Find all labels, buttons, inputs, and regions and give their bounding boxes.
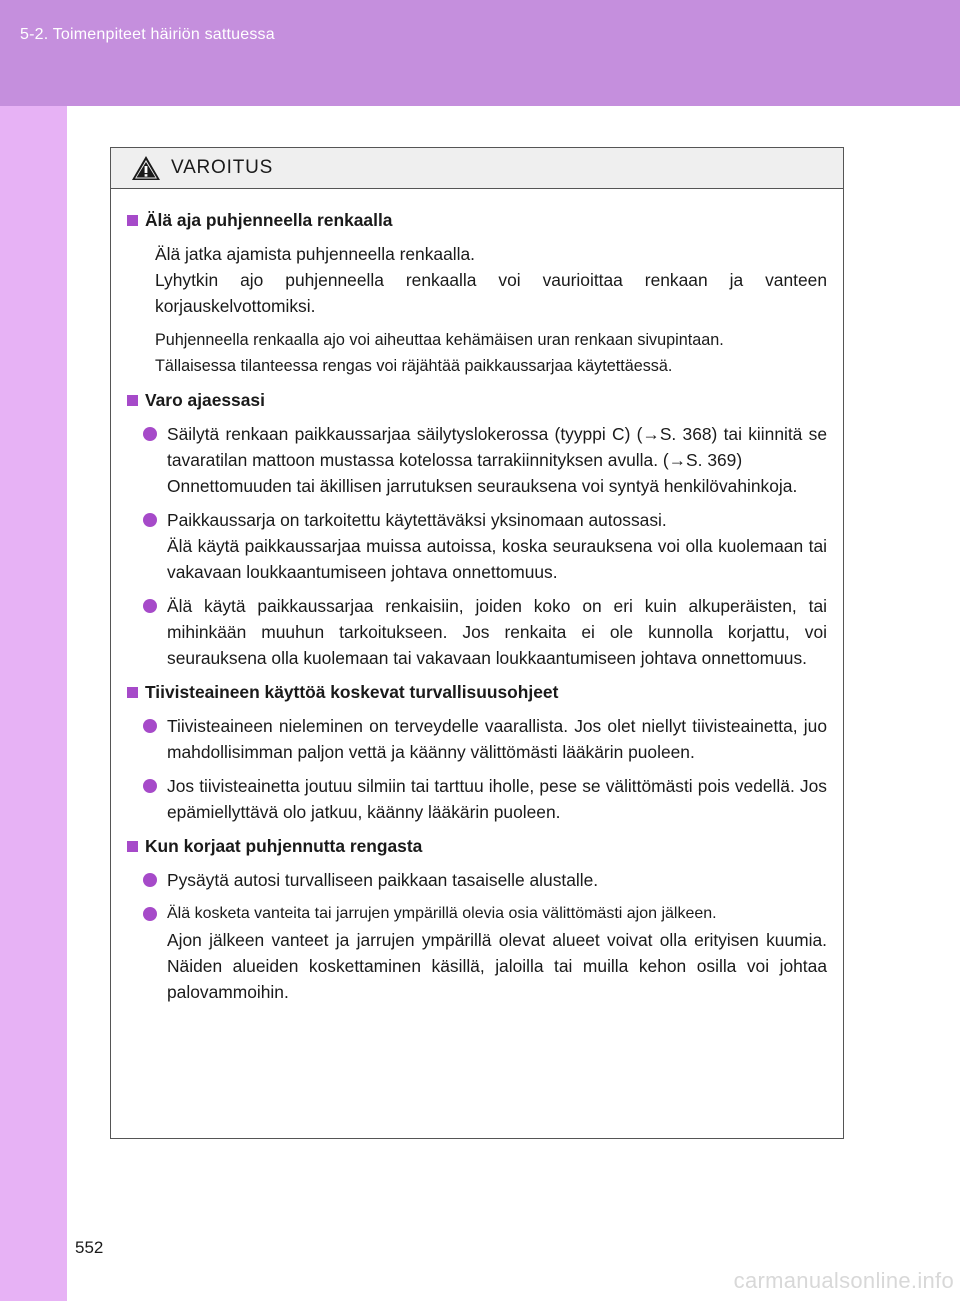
section-title-flat-tire: Älä aja puhjenneella renkaalla <box>127 207 827 233</box>
circle-bullet-icon <box>143 873 157 887</box>
watermark: carmanualsonline.info <box>733 1268 954 1293</box>
section-title-repairing-tire: Kun korjaat puhjennutta rengasta <box>127 833 827 859</box>
list-item: Tiivisteaineen nieleminen on terveydelle vaarallista. Jos olet niellyt tiivisteainetta, juo mahdollisimman paljon vettä ja käänny välittömästi lääkärin puoleen. <box>143 713 827 765</box>
list-item: Älä käytä paikkaussarjaa renkaisiin, joiden koko on eri kuin alkuperäisten, tai mihinkään muuhun tarkoitukseen. Jos renkaita ei ole kunnolla korjattu, voi seurauksena olla kuolemaan tai vakavaan loukkaantumiseen johtava onnettomuus. <box>143 593 827 671</box>
circle-bullet-icon <box>143 779 157 793</box>
list-item: Älä kosketa vanteita tai jarrujen ympärillä olevia osia välittömästi ajon jälkeen. Ajon jälkeen vanteet ja jarrujen ympärillä olevat alueet voivat olla erityisen kuumia. Näiden alueiden koskettaminen käsillä, jaloilla tai muilla kehon osilla voi johtaa palovammoihin. <box>143 901 827 1005</box>
square-bullet-icon <box>127 841 138 852</box>
circle-bullet-icon <box>143 907 157 921</box>
header-band <box>0 0 960 106</box>
circle-bullet-icon <box>143 599 157 613</box>
square-bullet-icon <box>127 215 138 226</box>
circle-bullet-icon <box>143 427 157 441</box>
list-item: Jos tiivisteainetta joutuu silmiin tai tarttuu iholle, pese se välittömästi pois vedellä. Jos epämiellyttävä olo jatkuu, käänny lääkärin puoleen. <box>143 773 827 825</box>
list-item: Pysäytä autosi turvalliseen paikkaan tasaiselle alustalle. <box>143 867 827 893</box>
circle-bullet-icon <box>143 719 157 733</box>
warning-title: VAROITUS <box>171 157 274 178</box>
warning-box <box>110 147 844 1139</box>
square-bullet-icon <box>127 395 138 406</box>
circle-bullet-icon <box>143 513 157 527</box>
side-band <box>0 106 67 1301</box>
list-item: Paikkaussarja on tarkoitettu käytettäväksi yksinomaan autossasi. Älä käytä paikkaussarjaa muissa autoissa, koska seurauksena voi olla kuolemaan tai vakavaan loukkaantumiseen johtava onnettomuus. <box>143 507 827 585</box>
section-header: 5-2. Toimenpiteet häiriön sattuessa <box>20 26 275 43</box>
section-title-drive-carefully: Varo ajaessasi <box>127 387 827 413</box>
square-bullet-icon <box>127 687 138 698</box>
warning-content <box>111 189 843 1005</box>
warning-header <box>111 148 843 189</box>
paragraph: Puhjenneella renkaalla ajo voi aiheuttaa kehämäisen uran renkaan sivupintaan. Tällaisessa tilanteessa rengas voi räjähtää paikkaussarjaa käytettäessä. <box>155 331 724 375</box>
page-number: 552 <box>75 1238 104 1257</box>
list-item: Säilytä renkaan paikkaussarjaa säilytyslokerossa (tyyppi C) (→S. 368) tai kiinnitä se tavaratilan mattoon mustassa kotelossa tarrakiinnityksen avulla. (→S. 369) Onnettomuuden tai äkillisen jarrutuksen seurauksena voi syntyä henkilövahinkoja. <box>143 421 827 499</box>
section-title-sealant-safety: Tiivisteaineen käyttöä koskevat turvallisuusohjeet <box>127 679 827 705</box>
paragraph: Älä jatka ajamista puhjenneella renkaalla. Lyhytkin ajo puhjenneella renkaalla voi vaurioittaa renkaan ja vanteen korjauskelvottomiksi. <box>155 244 827 316</box>
warning-triangle-icon <box>131 155 161 181</box>
